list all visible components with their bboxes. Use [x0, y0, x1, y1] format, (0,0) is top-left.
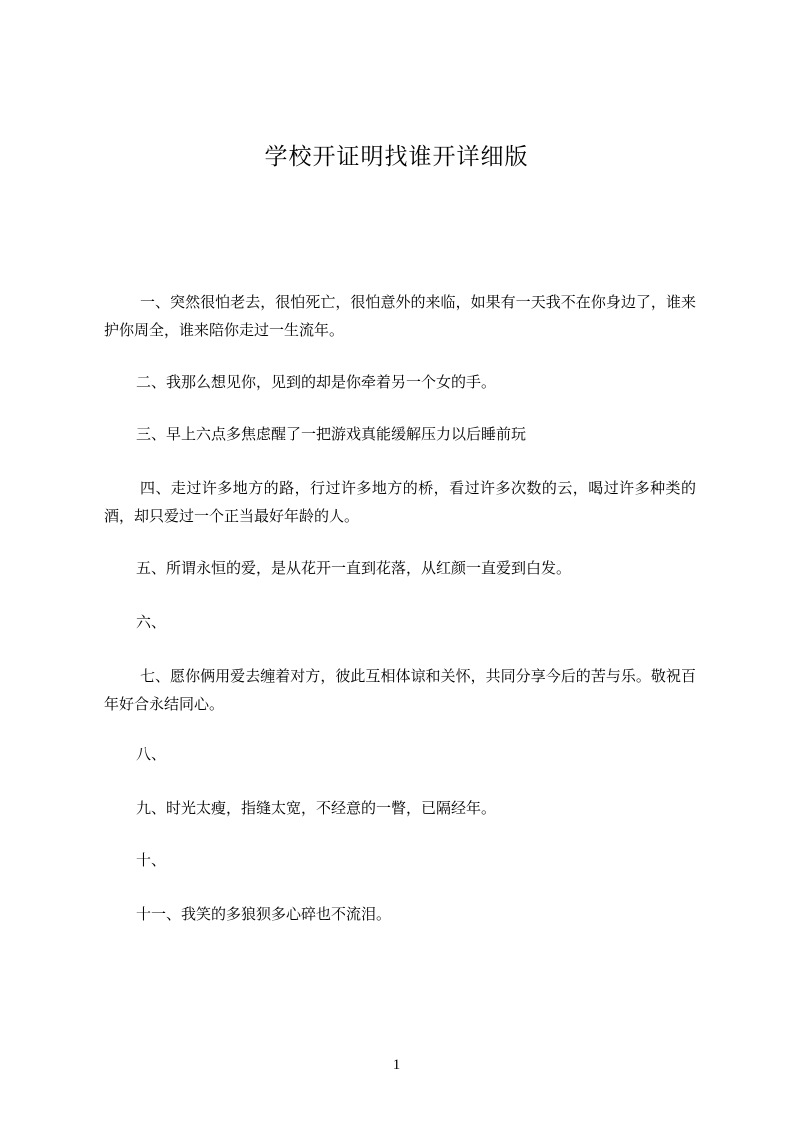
paragraph-2: 二、我那么想见你，见到的却是你牵着另一个女的手。 — [136, 373, 497, 391]
paragraph-9: 九、时光太瘦，指缝太宽，不经意的一瞥，已隔经年。 — [136, 799, 497, 817]
paragraph-6: 六、 — [136, 613, 167, 631]
paragraph-1: 一、突然很怕老去，很怕死亡，很怕意外的来临，如果有一天我不在你身边了，谁来护你周全，谁来陪你走过一生流年。 — [104, 293, 696, 339]
paragraph-3: 三、早上六点多焦虑醒了一把游戏真能缓解压力以后睡前玩 — [136, 425, 527, 443]
paragraph-10: 十、 — [136, 851, 167, 869]
document-title: 学校开证明找谁开详细版 — [264, 144, 529, 170]
paragraph-8: 八、 — [136, 745, 167, 763]
paragraph-7: 七、愿你俩用爱去缠着对方，彼此互相体谅和关怀，共同分享今后的苦与乐。敬祝百年好合永结同心。 — [104, 667, 696, 713]
paragraph-4: 四、走过许多地方的路，行过许多地方的桥，看过许多次数的云，喝过许多种类的酒，却只爱过一个正当最好年龄的人。 — [104, 479, 696, 525]
paragraph-11: 十一、我笑的多狼狈多心碎也不流泪。 — [136, 905, 392, 923]
paragraph-5: 五、所谓永恒的爱，是从花开一直到花落，从红颜一直爱到白发。 — [136, 559, 572, 577]
page-number: 1 — [392, 1057, 401, 1073]
